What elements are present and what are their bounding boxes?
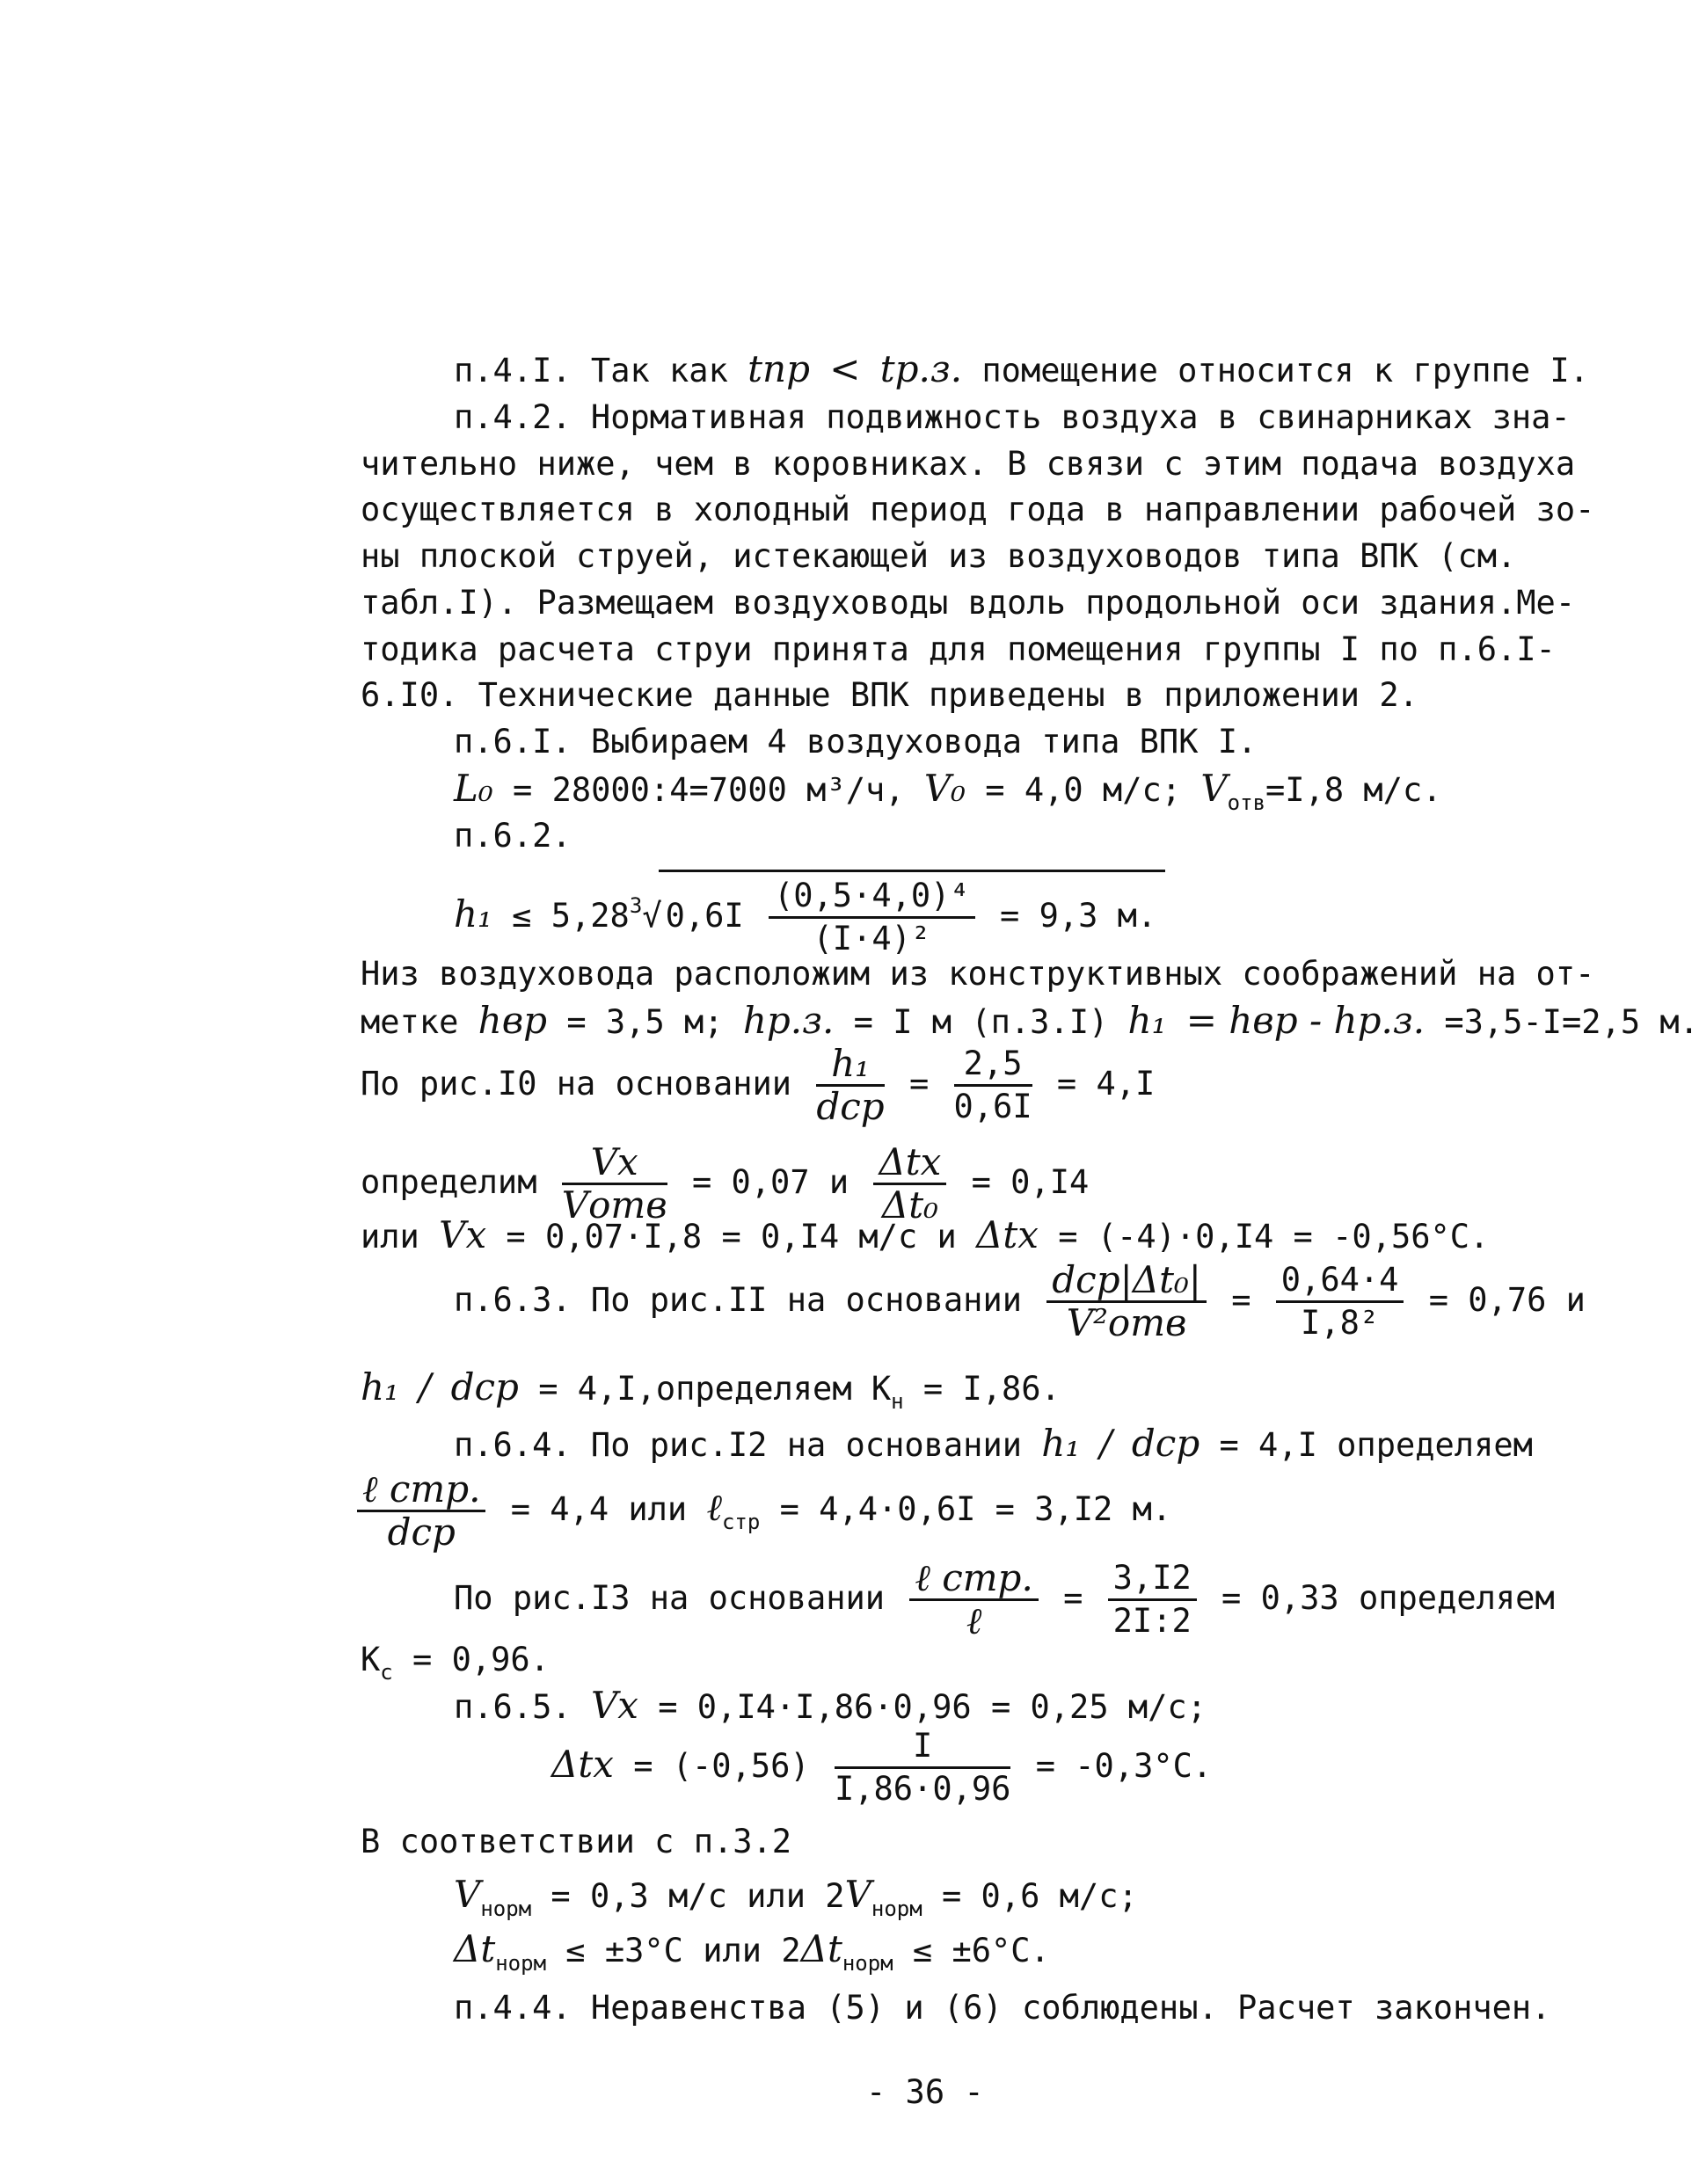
p41-rest: помещение относится к группе I. xyxy=(981,352,1589,389)
para-4-4: п.4.4. Неравенства (5) и (6) соблюдены. Расчет закончен. xyxy=(454,1989,1551,2027)
tnorm-sub2: норм xyxy=(842,1951,893,1976)
niz-e: =3,5-I=2,5 м. xyxy=(1444,1003,1699,1041)
ris10-num: h₁ xyxy=(816,1044,884,1087)
p65b-num: I xyxy=(835,1726,1010,1769)
opr-b: = 0,07 и xyxy=(691,1163,850,1201)
para-4-2-l6: тодика расчета струи принята для помещения группы I по п.6.I- xyxy=(361,630,1556,668)
p65-a: п.6.5. xyxy=(454,1688,572,1726)
p64b-a: = 4,4 или xyxy=(510,1490,688,1528)
V0-symbol: V₀ xyxy=(923,767,966,810)
p65-b: = 0,I4·I,86·0,96 = 0,25 м/с; xyxy=(658,1688,1207,1726)
p65b-frac xyxy=(835,1726,1010,1809)
niz-b: = 3,5 м; xyxy=(566,1003,724,1041)
ili-c: = (-4)·0,I4 = -0,56°С. xyxy=(1058,1218,1490,1256)
kc-k: K xyxy=(361,1641,381,1678)
t-pr: tпр xyxy=(747,347,810,390)
p64-dcp: dср xyxy=(1131,1422,1200,1465)
h1-symbol: h₁ xyxy=(454,892,492,935)
p64b-l: ℓ xyxy=(706,1486,722,1529)
p63b-val: = I,86. xyxy=(922,1370,1061,1408)
para-4-1 xyxy=(454,347,1589,390)
p63b-slash: / xyxy=(419,1365,432,1409)
para-niz-l1: Низ воздуховода расположим из конструктивных соображений на от- xyxy=(361,955,1595,993)
p63b-sub: н xyxy=(891,1389,904,1414)
opr-frac2 xyxy=(873,1142,946,1226)
ris10-eq: = xyxy=(908,1065,930,1103)
para-4-2-l2: чительно ниже, чем в коровниках. В связи с этим подача воздуха xyxy=(361,445,1576,483)
p63-den2: I,8² xyxy=(1301,1304,1380,1342)
coef: 5,28 xyxy=(551,897,630,935)
p63-num2: 0,64·4 xyxy=(1276,1260,1404,1303)
h1-result: = 9,3 м. xyxy=(1000,897,1157,935)
p65b-den: I,86·0,96 xyxy=(834,1770,1011,1808)
para-sootv: В соответствии с п.3.2 xyxy=(361,1823,792,1860)
niz-a: метке xyxy=(361,1003,459,1041)
radical-sign: √ xyxy=(642,897,662,935)
vnorm-sub: норм xyxy=(480,1896,532,1921)
para-6-3 xyxy=(454,1252,1586,1349)
para-6-1-values xyxy=(454,769,1442,822)
ris10-res: = 4,I xyxy=(1056,1065,1156,1103)
opr-den2: Δt₀ xyxy=(881,1183,938,1227)
ris10-frac2 xyxy=(954,1044,1032,1127)
para-6-2-label: п.6.2. xyxy=(454,817,572,855)
ris10-den: dср xyxy=(816,1085,885,1128)
p63b-text: = 4,I,определяем K xyxy=(538,1370,892,1408)
para-4-2-l5: табл.I). Размещаем воздуховоды вдоль продольной оси здания.Ме- xyxy=(361,584,1576,622)
root-index: 3 xyxy=(629,893,643,918)
t-rz: tр.з. xyxy=(879,347,963,390)
p63-frac1 xyxy=(1046,1260,1207,1343)
p64b-frac xyxy=(357,1469,485,1553)
kc-val: = 0,96. xyxy=(412,1641,550,1678)
ris10-den2: 0,6I xyxy=(953,1088,1032,1125)
h1-symbol-2: h₁ xyxy=(1127,999,1167,1042)
para-6-5-b xyxy=(551,1716,1212,1815)
tnorm-dt: Δt xyxy=(454,1927,496,1970)
vnorm-v: V xyxy=(454,1873,481,1916)
ris10-a: По рис.I0 на основании xyxy=(361,1065,792,1103)
p63b-dcp: dср xyxy=(450,1365,519,1409)
opr-c: = 0,I4 xyxy=(971,1163,1090,1201)
opr-num2: Δtx xyxy=(873,1142,946,1185)
vnorm-sub2: норм xyxy=(871,1896,922,1921)
p64-a: п.6.4. По рис.I2 на основании xyxy=(454,1426,1023,1464)
para-kc xyxy=(361,1641,550,1692)
niz-c: = I м (п.3.I) xyxy=(853,1003,1109,1041)
ili-dtx: Δtx xyxy=(976,1213,1039,1256)
tnorm-dt2: Δt xyxy=(800,1927,842,1970)
Votv-sub: отв xyxy=(1227,790,1266,815)
ili-a: или xyxy=(361,1218,419,1256)
p64b-den: dср xyxy=(387,1511,456,1554)
p64b-b: = 4,4·0,6I = 3,I2 м. xyxy=(779,1490,1172,1528)
p63-eq: = xyxy=(1231,1281,1251,1319)
para-4-2-l7: 6.I0. Технические данные ВПК приведены в приложении 2. xyxy=(361,676,1418,714)
p63-frac2 xyxy=(1276,1260,1404,1343)
ris13-frac2 xyxy=(1108,1558,1197,1642)
p63-num: dср|Δt₀| xyxy=(1046,1260,1207,1303)
ris13-a: По рис.I3 на основании xyxy=(454,1579,886,1617)
para-4-2-l4: ны плоской струей, истекающей из воздуховодов типа ВПК (см. xyxy=(361,537,1517,575)
para-ili xyxy=(361,1213,1490,1256)
h-vr: hвр xyxy=(478,999,548,1042)
para-tnorm xyxy=(454,1927,1050,1983)
vnorm-v2: V xyxy=(844,1873,871,1916)
para-4-2-l3: осуществляется в холодный период года в направлении рабочей зо- xyxy=(361,491,1595,528)
le-sign: ≤ xyxy=(512,897,532,935)
tnorm-sub: норм xyxy=(495,1951,547,1976)
page-number: - 36 - xyxy=(866,2073,984,2111)
ris10-num2: 2,5 xyxy=(954,1044,1032,1087)
V0-value: = 4,0 м/с; xyxy=(985,771,1182,809)
ris13-den: ℓ xyxy=(966,1599,982,1642)
kc-sub: с xyxy=(380,1660,393,1685)
L0-symbol: L₀ xyxy=(454,767,493,810)
tnorm-a: ≤ ±3°С или 2 xyxy=(565,1932,801,1969)
p64b-sub: стр xyxy=(721,1510,761,1534)
p64-h1: h₁ xyxy=(1041,1422,1081,1465)
p63-res: = 0,76 и xyxy=(1428,1281,1586,1319)
ris13-eq: = xyxy=(1063,1579,1083,1617)
p41-label: п.4.I. Так как xyxy=(454,352,728,389)
ris13-num: ℓ стр. xyxy=(909,1558,1038,1601)
root-denominator: (I·4)² xyxy=(813,920,931,957)
less-than: < xyxy=(829,347,861,390)
ili-vx: Vx xyxy=(439,1213,487,1256)
ris13-num2: 3,I2 xyxy=(1108,1558,1197,1601)
opr-frac1 xyxy=(562,1142,667,1226)
Votv-value: =I,8 м/с. xyxy=(1265,771,1442,809)
para-ris10 xyxy=(361,1036,1155,1132)
ili-b: = 0,07·I,8 = 0,I4 м/с и xyxy=(506,1218,957,1256)
para-6-1: п.6.I. Выбираем 4 воздуховода типа ВПК I. xyxy=(454,723,1258,761)
ris13-den2: 2I:2 xyxy=(1112,1602,1192,1640)
para-6-3-b xyxy=(361,1365,1061,1421)
para-ris13 xyxy=(454,1550,1555,1647)
vnorm-b: = 0,6 м/с; xyxy=(941,1877,1138,1915)
p65-vx: Vx xyxy=(590,1684,638,1727)
radicand xyxy=(659,870,1166,960)
opr-den: Vотв xyxy=(561,1183,667,1227)
formula-h1 xyxy=(454,862,1165,960)
vnorm-a: = 0,3 м/с или 2 xyxy=(551,1877,845,1915)
ris13-b: = 0,33 определяем xyxy=(1221,1579,1555,1617)
ris10-frac1 xyxy=(816,1044,884,1127)
p65b-a: = (-0,56) xyxy=(633,1747,810,1785)
root-body: 0,6I xyxy=(665,897,744,935)
p65b-dtx: Δtx xyxy=(551,1743,614,1786)
p63b-h1: h₁ xyxy=(361,1365,399,1409)
p63-den: V²отв xyxy=(1066,1301,1187,1344)
para-vnorm xyxy=(454,1875,1138,1928)
L0-value: = 28000:4=7000 м³/ч, xyxy=(513,771,905,809)
root-fraction xyxy=(769,876,975,959)
para-4-2-l1: п.4.2. Нормативная подвижность воздуха в свинарниках зна- xyxy=(454,398,1571,436)
opr-a: определим xyxy=(361,1163,537,1201)
p64b-num: ℓ стр. xyxy=(357,1469,485,1512)
h-rz: hр.з. xyxy=(742,999,835,1042)
p64-b: = 4,I определяем xyxy=(1219,1426,1533,1464)
niz-d: = hвр - hр.з. xyxy=(1185,999,1426,1042)
Votv-symbol: V xyxy=(1200,767,1228,810)
root-numerator: (0,5·4,0)⁴ xyxy=(769,876,975,919)
opr-num: Vx xyxy=(562,1142,667,1185)
p63-a: п.6.3. По рис.II на основании xyxy=(454,1281,1023,1319)
tnorm-b: ≤ ±6°С. xyxy=(912,1932,1050,1969)
ris13-frac1 xyxy=(909,1558,1038,1642)
p65b-b: = -0,3°С. xyxy=(1035,1747,1213,1785)
p64-slash: / xyxy=(1099,1422,1112,1465)
